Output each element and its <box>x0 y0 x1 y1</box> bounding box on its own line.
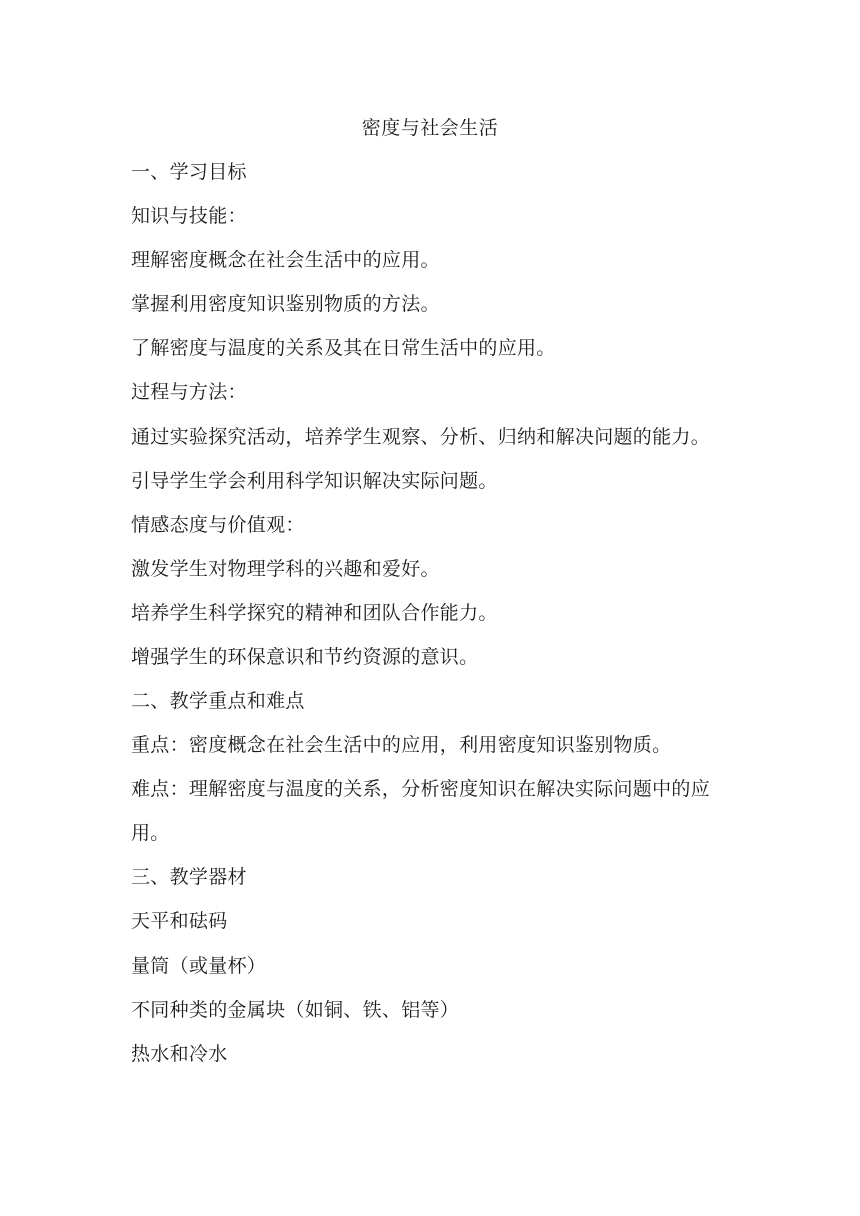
section-heading-objectives: 一、学习目标 <box>131 161 247 183</box>
paragraph-line: 通过实验探究活动，培养学生观察、分析、归纳和解决问题的能力。 <box>131 425 711 448</box>
subheading-process-methods: 过程与方法： <box>131 381 247 404</box>
list-item: 量筒（或量杯） <box>131 954 267 977</box>
section-heading-equipment: 三、教学器材 <box>131 866 247 889</box>
paragraph-line: 激发学生对物理学科的兴趣和爱好。 <box>131 557 440 580</box>
subheading-knowledge-skills: 知识与技能： <box>131 205 247 228</box>
document-body <box>131 158 731 1084</box>
list-item: 不同种类的金属块（如铜、铁、铝等） <box>131 998 460 1021</box>
document-title: 密度与社会生活 <box>361 117 499 139</box>
paragraph-line: 增强学生的环保意识和节约资源的意识。 <box>131 646 479 669</box>
paragraph-line: 掌握利用密度知识鉴别物质的方法。 <box>131 293 440 316</box>
section-heading-key-points: 二、教学重点和难点 <box>131 690 305 713</box>
paragraph-line: 重点：密度概念在社会生活中的应用，利用密度知识鉴别物质。 <box>131 734 672 757</box>
paragraph-line: 理解密度概念在社会生活中的应用。 <box>131 249 440 272</box>
paragraph-line: 培养学生科学探究的精神和团队合作能力。 <box>131 601 498 624</box>
list-item: 热水和冷水 <box>131 1042 228 1065</box>
paragraph-line: 引导学生学会利用科学知识解决实际问题。 <box>131 469 498 492</box>
paragraph-line-wrapped: 难点：理解密度与温度的关系，分析密度知识在解决实际问题中的应用。 <box>131 778 711 845</box>
subheading-attitudes-values: 情感态度与价值观： <box>131 513 305 536</box>
list-item: 天平和砝码 <box>131 910 228 933</box>
paragraph-line: 了解密度与温度的关系及其在日常生活中的应用。 <box>131 337 556 360</box>
